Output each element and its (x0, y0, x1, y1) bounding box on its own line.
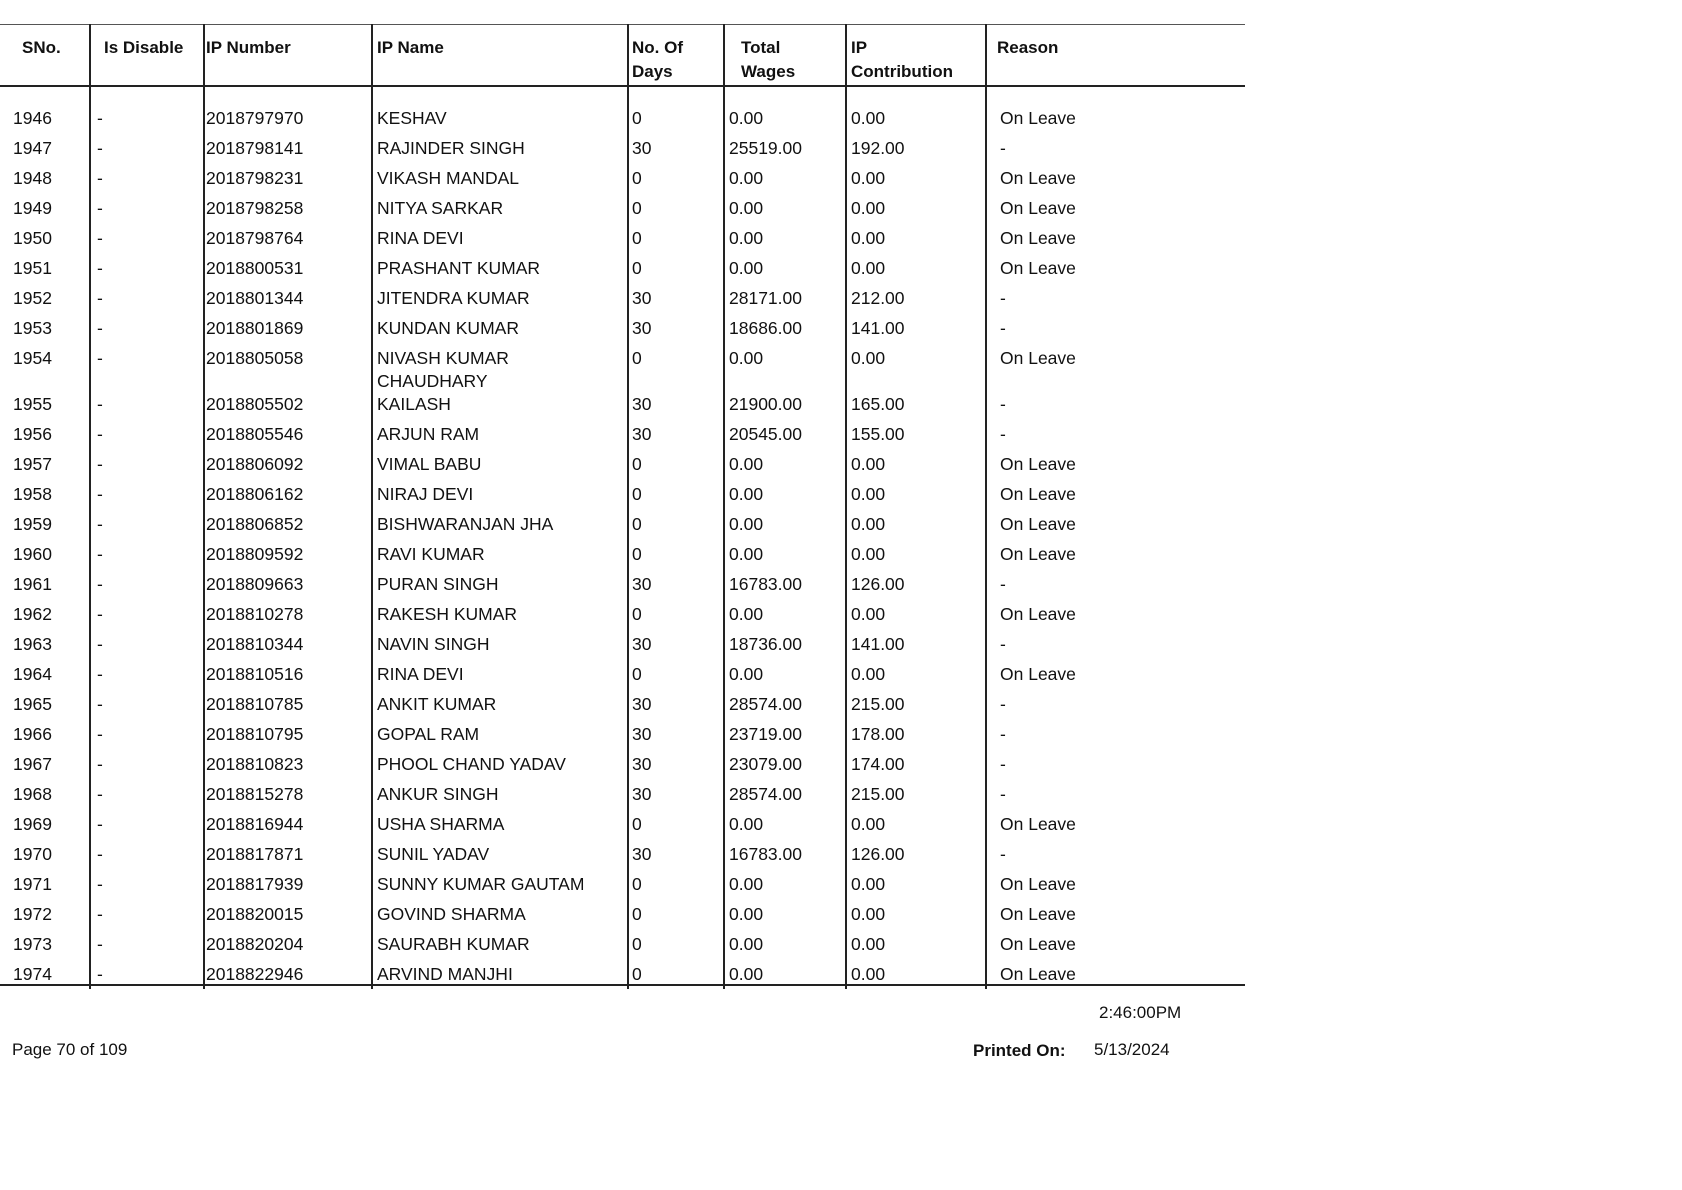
cell-total-wages: 21900.00 (729, 394, 802, 414)
cell-total-wages: 0.00 (729, 904, 764, 924)
cell-is-disable: - (97, 228, 103, 248)
cell-sno: 1957 (13, 454, 52, 474)
cell-sno: 1946 (13, 108, 52, 128)
cell-is-disable: - (97, 574, 103, 594)
cell-ip-contribution: 0.00 (851, 514, 886, 534)
cell-reason: - (1000, 724, 1006, 744)
cell-ip-number: 2018809592 (206, 544, 304, 564)
cell-ip-contribution: 215.00 (851, 694, 905, 714)
cell-ip-number: 2018801344 (206, 288, 304, 308)
header-ip-number: IP Number (206, 38, 291, 57)
header-total-wages (741, 36, 795, 84)
cell-is-disable: - (97, 664, 103, 684)
cell-reason: On Leave (1000, 258, 1076, 278)
cell-ip-number: 2018805546 (206, 424, 304, 444)
table-row (0, 312, 1245, 342)
cell-days: 0 (632, 348, 642, 368)
header-is-disable: Is Disable (104, 38, 184, 57)
cell-days: 30 (632, 288, 652, 308)
cell-total-wages: 0.00 (729, 964, 764, 984)
table-row (0, 868, 1245, 898)
cell-sno: 1958 (13, 484, 52, 504)
table-row (0, 718, 1245, 748)
cell-ip-contribution: 0.00 (851, 544, 886, 564)
cell-ip-name: RAVI KUMAR (377, 544, 485, 564)
cell-total-wages: 0.00 (729, 454, 764, 474)
table-row (0, 688, 1245, 718)
cell-ip-name: NIVASH KUMAR (377, 348, 509, 368)
cell-ip-number: 2018822946 (206, 964, 304, 984)
cell-reason: On Leave (1000, 664, 1076, 684)
cell-ip-number: 2018797970 (206, 108, 304, 128)
cell-ip-contribution: 0.00 (851, 454, 886, 474)
cell-days: 30 (632, 694, 652, 714)
cell-ip-contribution: 212.00 (851, 288, 905, 308)
cell-ip-name: ARVIND MANJHI (377, 964, 513, 984)
table-row (0, 598, 1245, 628)
cell-days: 0 (632, 964, 642, 984)
table-row (0, 252, 1245, 282)
cell-sno: 1955 (13, 394, 52, 414)
cell-ip-name: RINA DEVI (377, 664, 464, 684)
cell-total-wages: 18686.00 (729, 318, 802, 338)
cell-sno: 1947 (13, 138, 52, 158)
cell-ip-contribution: 0.00 (851, 604, 886, 624)
header-reason: Reason (997, 38, 1059, 57)
cell-ip-name: PRASHANT KUMAR (377, 258, 541, 278)
cell-is-disable: - (97, 724, 103, 744)
cell-ip-name: NAVIN SINGH (377, 634, 490, 654)
cell-total-wages: 0.00 (729, 934, 764, 954)
header-ip-contribution-line2: Contribution (851, 62, 953, 81)
cell-reason: On Leave (1000, 484, 1076, 504)
cell-sno: 1963 (13, 634, 52, 654)
cell-sno: 1970 (13, 844, 52, 864)
cell-total-wages: 0.00 (729, 664, 764, 684)
cell-sno: 1951 (13, 258, 52, 278)
cell-sno: 1962 (13, 604, 52, 624)
cell-sno: 1950 (13, 228, 52, 248)
cell-total-wages: 23719.00 (729, 724, 802, 744)
cell-days: 0 (632, 228, 642, 248)
cell-ip-name: RAKESH KUMAR (377, 604, 518, 624)
cell-ip-contribution: 174.00 (851, 754, 905, 774)
cell-days: 30 (632, 138, 652, 158)
cell-days: 0 (632, 874, 642, 894)
cell-ip-contribution: 178.00 (851, 724, 905, 744)
cell-total-wages: 0.00 (729, 228, 764, 248)
cell-total-wages: 0.00 (729, 168, 764, 188)
cell-ip-contribution: 165.00 (851, 394, 905, 414)
cell-is-disable: - (97, 814, 103, 834)
cell-days: 0 (632, 258, 642, 278)
cell-days: 30 (632, 318, 652, 338)
cell-total-wages: 0.00 (729, 348, 764, 368)
cell-ip-name: ARJUN RAM (377, 424, 480, 444)
cell-days: 0 (632, 198, 642, 218)
table-top-border (0, 24, 1245, 25)
cell-sno: 1969 (13, 814, 52, 834)
cell-reason: On Leave (1000, 198, 1076, 218)
table-row (0, 748, 1245, 778)
cell-sno: 1965 (13, 694, 52, 714)
cell-ip-number: 2018810785 (206, 694, 304, 714)
cell-ip-number: 2018798258 (206, 198, 304, 218)
cell-reason: - (1000, 694, 1006, 714)
table-row (0, 222, 1245, 252)
cell-total-wages: 25519.00 (729, 138, 802, 158)
header-ip-contribution (851, 36, 953, 84)
cell-ip-name: NIRAJ DEVI (377, 484, 474, 504)
cell-total-wages: 0.00 (729, 874, 764, 894)
table-row (0, 508, 1245, 538)
printed-date: 5/13/2024 (1094, 1040, 1170, 1059)
cell-ip-contribution: 0.00 (851, 108, 886, 128)
cell-total-wages: 0.00 (729, 604, 764, 624)
cell-is-disable: - (97, 454, 103, 474)
cell-reason: On Leave (1000, 964, 1076, 984)
cell-ip-number: 2018805502 (206, 394, 304, 414)
cell-ip-contribution: 126.00 (851, 574, 905, 594)
cell-ip-name: RAJINDER SINGH (377, 138, 525, 158)
cell-ip-name: PURAN SINGH (377, 574, 499, 594)
cell-days: 0 (632, 514, 642, 534)
cell-ip-number: 2018809663 (206, 574, 304, 594)
table-row (0, 418, 1245, 448)
cell-is-disable: - (97, 964, 103, 984)
cell-sno: 1948 (13, 168, 52, 188)
cell-ip-number: 2018798141 (206, 138, 304, 158)
cell-ip-contribution: 215.00 (851, 784, 905, 804)
cell-ip-name: RINA DEVI (377, 228, 464, 248)
printed-time: 2:46:00PM (1099, 1003, 1182, 1022)
cell-reason: - (1000, 634, 1006, 654)
cell-ip-name: USHA SHARMA (377, 814, 505, 834)
table-row (0, 778, 1245, 808)
cell-is-disable: - (97, 424, 103, 444)
cell-days: 0 (632, 934, 642, 954)
cell-reason: - (1000, 424, 1006, 444)
cell-days: 0 (632, 168, 642, 188)
cell-ip-contribution: 0.00 (851, 964, 886, 984)
cell-is-disable: - (97, 348, 103, 368)
cell-total-wages: 20545.00 (729, 424, 802, 444)
cell-reason: On Leave (1000, 814, 1076, 834)
cell-ip-contribution: 0.00 (851, 484, 886, 504)
cell-days: 0 (632, 484, 642, 504)
cell-sno: 1954 (13, 348, 52, 368)
cell-total-wages: 28171.00 (729, 288, 802, 308)
header-sno: SNo. (22, 38, 61, 57)
cell-reason: - (1000, 754, 1006, 774)
cell-ip-name: PHOOL CHAND YADAV (377, 754, 566, 774)
cell-sno: 1952 (13, 288, 52, 308)
cell-ip-number: 2018817871 (206, 844, 304, 864)
cell-sno: 1953 (13, 318, 52, 338)
header-ip-contribution-line1: IP (851, 38, 868, 57)
cell-is-disable: - (97, 484, 103, 504)
table-row (0, 342, 1245, 391)
table-row (0, 928, 1245, 958)
cell-ip-name: SAURABH KUMAR (377, 934, 530, 954)
cell-reason: On Leave (1000, 228, 1076, 248)
cell-ip-number: 2018810278 (206, 604, 304, 624)
header-no-of-days-line2: Days (632, 62, 673, 81)
cell-sno: 1972 (13, 904, 52, 924)
header-no-of-days-line1: No. Of (632, 38, 683, 57)
cell-sno: 1968 (13, 784, 52, 804)
cell-is-disable: - (97, 844, 103, 864)
cell-sno: 1971 (13, 874, 52, 894)
cell-total-wages: 28574.00 (729, 694, 802, 714)
cell-ip-name: JITENDRA KUMAR (377, 288, 530, 308)
cell-is-disable: - (97, 138, 103, 158)
cell-is-disable: - (97, 904, 103, 924)
cell-ip-name: GOVIND SHARMA (377, 904, 526, 924)
cell-total-wages: 0.00 (729, 108, 764, 128)
cell-ip-contribution: 0.00 (851, 168, 886, 188)
cell-ip-number: 2018815278 (206, 784, 304, 804)
cell-reason: On Leave (1000, 454, 1076, 474)
cell-is-disable: - (97, 288, 103, 308)
cell-is-disable: - (97, 544, 103, 564)
cell-sno: 1967 (13, 754, 52, 774)
cell-total-wages: 0.00 (729, 514, 764, 534)
table-row (0, 838, 1245, 868)
cell-reason: On Leave (1000, 874, 1076, 894)
cell-reason: On Leave (1000, 934, 1076, 954)
table-row (0, 282, 1245, 312)
cell-is-disable: - (97, 198, 103, 218)
cell-is-disable: - (97, 168, 103, 188)
cell-ip-number: 2018820015 (206, 904, 304, 924)
cell-ip-name: GOPAL RAM (377, 724, 480, 744)
cell-ip-contribution: 0.00 (851, 258, 886, 278)
cell-ip-name: KAILASH (377, 394, 451, 414)
cell-ip-number: 2018806162 (206, 484, 304, 504)
cell-total-wages: 0.00 (729, 198, 764, 218)
cell-ip-name: SUNNY KUMAR GAUTAM (377, 874, 585, 894)
cell-days: 30 (632, 394, 652, 414)
cell-days: 0 (632, 454, 642, 474)
cell-days: 30 (632, 784, 652, 804)
cell-total-wages: 23079.00 (729, 754, 802, 774)
cell-ip-contribution: 0.00 (851, 874, 886, 894)
cell-total-wages: 16783.00 (729, 574, 802, 594)
cell-days: 30 (632, 634, 652, 654)
cell-reason: - (1000, 844, 1006, 864)
cell-total-wages: 18736.00 (729, 634, 802, 654)
cell-sno: 1956 (13, 424, 52, 444)
cell-ip-number: 2018810823 (206, 754, 304, 774)
cell-total-wages: 16783.00 (729, 844, 802, 864)
table-row (0, 658, 1245, 688)
cell-ip-name: VIKASH MANDAL (377, 168, 519, 188)
cell-is-disable: - (97, 108, 103, 128)
cell-ip-contribution: 0.00 (851, 814, 886, 834)
cell-sno: 1959 (13, 514, 52, 534)
cell-ip-contribution: 155.00 (851, 424, 905, 444)
page-indicator: Page 70 of 109 (12, 1040, 128, 1059)
cell-ip-number: 2018820204 (206, 934, 304, 954)
cell-is-disable: - (97, 318, 103, 338)
cell-is-disable: - (97, 634, 103, 654)
cell-sno: 1949 (13, 198, 52, 218)
cell-ip-contribution: 0.00 (851, 198, 886, 218)
cell-ip-contribution: 126.00 (851, 844, 905, 864)
table-row (0, 628, 1245, 658)
cell-ip-number: 2018805058 (206, 348, 304, 368)
cell-sno: 1964 (13, 664, 52, 684)
cell-ip-name: NITYA SARKAR (377, 198, 504, 218)
cell-ip-number: 2018810795 (206, 724, 304, 744)
cell-ip-name: KESHAV (377, 108, 447, 128)
cell-reason: - (1000, 394, 1006, 414)
cell-ip-name: KUNDAN KUMAR (377, 318, 519, 338)
cell-reason: - (1000, 318, 1006, 338)
table-row (0, 102, 1245, 132)
header-total-wages-line1: Total (741, 38, 781, 57)
table-row (0, 448, 1245, 478)
cell-days: 0 (632, 108, 642, 128)
cell-ip-contribution: 192.00 (851, 138, 905, 158)
cell-ip-number: 2018806852 (206, 514, 304, 534)
table-bottom-border (0, 984, 1245, 986)
cell-total-wages: 28574.00 (729, 784, 802, 804)
table-row (0, 192, 1245, 222)
cell-days: 0 (632, 604, 642, 624)
table-row (0, 898, 1245, 928)
table-row (0, 388, 1245, 418)
cell-reason: On Leave (1000, 168, 1076, 188)
cell-ip-contribution: 0.00 (851, 664, 886, 684)
cell-ip-name-continued: CHAUDHARY (377, 371, 488, 391)
table-row (0, 808, 1245, 838)
table-row (0, 568, 1245, 598)
cell-sno: 1960 (13, 544, 52, 564)
table-row (0, 538, 1245, 568)
cell-ip-number: 2018798231 (206, 168, 304, 188)
cell-days: 0 (632, 904, 642, 924)
cell-reason: - (1000, 288, 1006, 308)
printed-on-label: Printed On: (973, 1041, 1066, 1060)
cell-ip-number: 2018806092 (206, 454, 304, 474)
cell-is-disable: - (97, 934, 103, 954)
cell-ip-name: BISHWARANJAN JHA (377, 514, 554, 534)
cell-days: 30 (632, 724, 652, 744)
cell-ip-contribution: 0.00 (851, 904, 886, 924)
cell-is-disable: - (97, 258, 103, 278)
cell-ip-name: ANKUR SINGH (377, 784, 499, 804)
cell-days: 0 (632, 544, 642, 564)
cell-sno: 1966 (13, 724, 52, 744)
header-total-wages-line2: Wages (741, 62, 796, 81)
cell-ip-contribution: 0.00 (851, 934, 886, 954)
cell-ip-number: 2018810344 (206, 634, 304, 654)
table-row (0, 162, 1245, 192)
cell-is-disable: - (97, 604, 103, 624)
header-no-of-days (632, 36, 683, 84)
header-ip-name: IP Name (377, 38, 444, 57)
cell-reason: On Leave (1000, 108, 1076, 128)
cell-reason: On Leave (1000, 544, 1076, 564)
cell-ip-contribution: 141.00 (851, 318, 905, 338)
cell-days: 30 (632, 754, 652, 774)
cell-is-disable: - (97, 784, 103, 804)
cell-sno: 1974 (13, 964, 52, 984)
header-divider (0, 85, 1245, 87)
cell-reason: - (1000, 138, 1006, 158)
cell-sno: 1973 (13, 934, 52, 954)
cell-ip-contribution: 0.00 (851, 228, 886, 248)
cell-days: 0 (632, 814, 642, 834)
cell-reason: On Leave (1000, 348, 1076, 368)
table-row (0, 478, 1245, 508)
cell-reason: - (1000, 784, 1006, 804)
cell-ip-contribution: 141.00 (851, 634, 905, 654)
cell-days: 0 (632, 664, 642, 684)
cell-reason: - (1000, 574, 1006, 594)
cell-ip-number: 2018816944 (206, 814, 304, 834)
cell-ip-name: SUNIL YADAV (377, 844, 490, 864)
cell-reason: On Leave (1000, 514, 1076, 534)
cell-ip-number: 2018810516 (206, 664, 304, 684)
cell-ip-name: VIMAL BABU (377, 454, 482, 474)
cell-total-wages: 0.00 (729, 484, 764, 504)
cell-reason: On Leave (1000, 904, 1076, 924)
cell-days: 30 (632, 424, 652, 444)
cell-is-disable: - (97, 694, 103, 714)
cell-sno: 1961 (13, 574, 52, 594)
cell-is-disable: - (97, 874, 103, 894)
table-row (0, 132, 1245, 162)
cell-ip-number: 2018800531 (206, 258, 304, 278)
cell-ip-number: 2018798764 (206, 228, 304, 248)
cell-ip-number: 2018817939 (206, 874, 304, 894)
cell-ip-contribution: 0.00 (851, 348, 886, 368)
cell-total-wages: 0.00 (729, 544, 764, 564)
cell-days: 30 (632, 574, 652, 594)
cell-reason: On Leave (1000, 604, 1076, 624)
cell-total-wages: 0.00 (729, 258, 764, 278)
cell-is-disable: - (97, 394, 103, 414)
cell-ip-number: 2018801869 (206, 318, 304, 338)
cell-is-disable: - (97, 754, 103, 774)
cell-total-wages: 0.00 (729, 814, 764, 834)
cell-ip-name: ANKIT KUMAR (377, 694, 497, 714)
cell-days: 30 (632, 844, 652, 864)
cell-is-disable: - (97, 514, 103, 534)
